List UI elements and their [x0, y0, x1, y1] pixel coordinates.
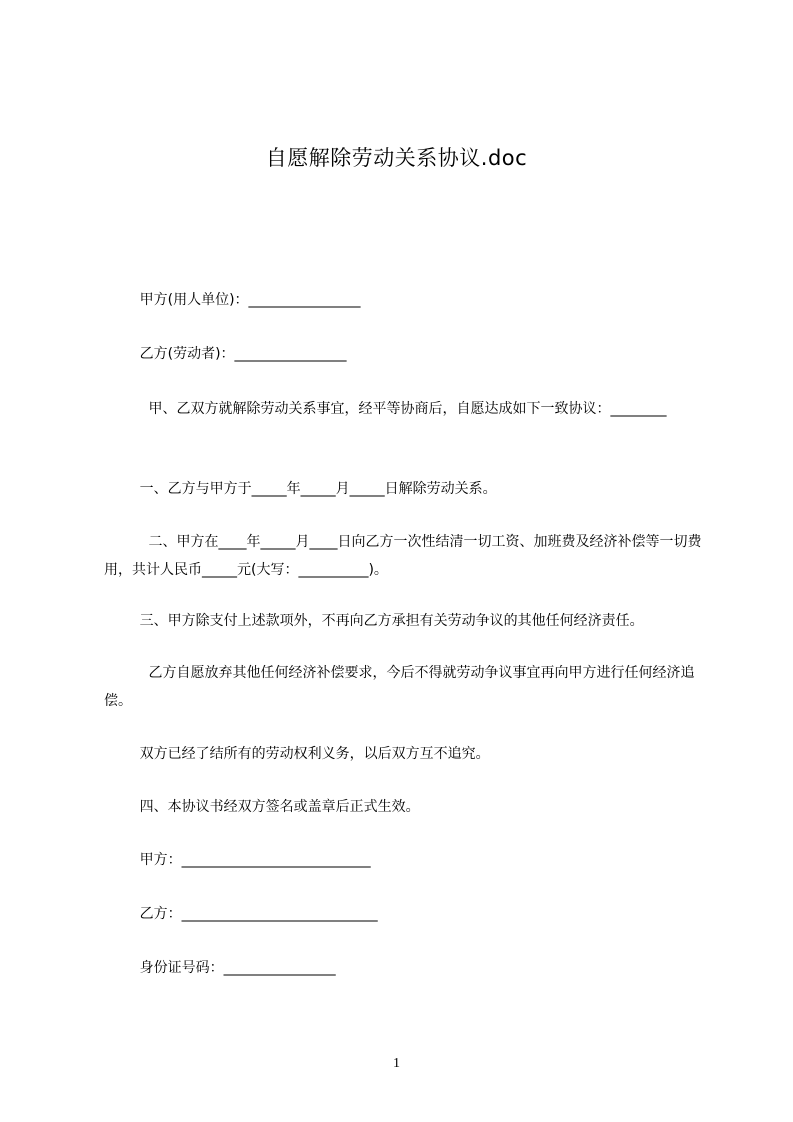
agreement-intro: 甲、乙双方就解除劳动关系事宜，经平等协商后，自愿达成如下一致协议：________ — [104, 401, 667, 417]
party-a-signature-line: 甲方：___________________________ — [104, 852, 371, 868]
clause-three: 三、甲方除支付上述款项外，不再向乙方承担有关劳动争议的其他任何经济责任。 — [104, 613, 644, 629]
party-a-employer-line: 甲方(用人单位)：________________ — [104, 292, 361, 308]
mutual-release-paragraph: 双方已经了结所有的劳动权利义务，以后双方互不追究。 — [104, 746, 490, 762]
clause-four: 四、本协议书经双方签名或盖章后正式生效。 — [104, 799, 420, 815]
document-title: 自愿解除劳动关系协议.doc — [265, 146, 528, 170]
party-b-signature-line: 乙方：____________________________ — [104, 906, 378, 922]
waiver-paragraph: 乙方自愿放弃其他任何经济补偿要求，今后不得就劳动争议事宜再向甲方进行任何经济追偿。 — [104, 665, 695, 709]
clause-one: 一、乙方与甲方于_____年_____月_____日解除劳动关系。 — [104, 481, 497, 497]
clause-two: 二、甲方在____年_____月____日向乙方一次性结清一切工资、加班费及经济补偿等一切费用，共计人民币_____元(大写：__________)。 — [104, 534, 702, 578]
party-b-employee-line: 乙方(劳动者)：________________ — [104, 346, 347, 362]
id-number-line: 身份证号码：________________ — [104, 960, 336, 976]
page-number: 1 — [393, 1056, 400, 1071]
